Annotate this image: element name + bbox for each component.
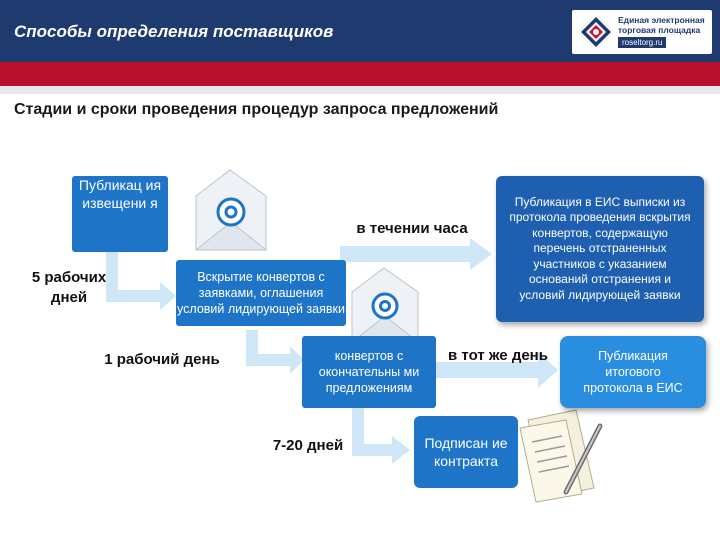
document-pen-icon: [520, 410, 600, 502]
one-day-label: 1 рабочий день: [104, 351, 220, 368]
flow-arrow-2: [246, 330, 304, 374]
final-protocol-text: Публикация итогового протокола в ЕИС: [583, 349, 683, 395]
eis-extract-box: [496, 176, 704, 322]
contract-signing-box: [414, 416, 518, 488]
opening-envelopes-box: [176, 260, 346, 326]
opening-envelopes-text: Вскрытие конвертов с заявками, оглашения условий лидирующей заявки: [177, 270, 345, 316]
email-at-icon: [196, 170, 266, 250]
logo-url: roseltorg.ru: [618, 37, 666, 48]
flow-arrow-3: [340, 238, 492, 270]
five-days-label: 5 рабочих дней: [31, 269, 107, 306]
flow-arrow-1: [106, 252, 176, 310]
final-envelopes-text: конвертов с окончательны ми предложениям: [318, 349, 420, 395]
within-hour-label: в течении часа: [356, 220, 468, 237]
logo-text-line2: торговая площадка: [618, 25, 701, 35]
email-at-icon: [352, 268, 418, 342]
logo-text-line1: Единая электронная: [618, 15, 705, 25]
eis-extract-text: Публикация в ЕИС выписки из протокола проведения вскрытия конвертов, содержащую перечень отстраненных участников с указанием оснований отстранения и условий лидирующей заявки: [509, 194, 691, 302]
contract-signing-text: Подписан ие контракта: [424, 435, 508, 469]
publication-notice-box: [72, 176, 168, 252]
section-subtitle: Стадии и сроки проведения процедур запроса предложений: [14, 101, 499, 118]
final-envelopes-box: [302, 336, 436, 408]
final-protocol-box: [560, 336, 706, 408]
page-title: Способы определения поставщиков: [14, 22, 334, 41]
days-7-20-label: 7-20 дней: [272, 437, 344, 454]
same-day-label: в тот же день: [448, 347, 548, 364]
publication-notice-text: Публикац ия извещени я: [78, 177, 162, 211]
